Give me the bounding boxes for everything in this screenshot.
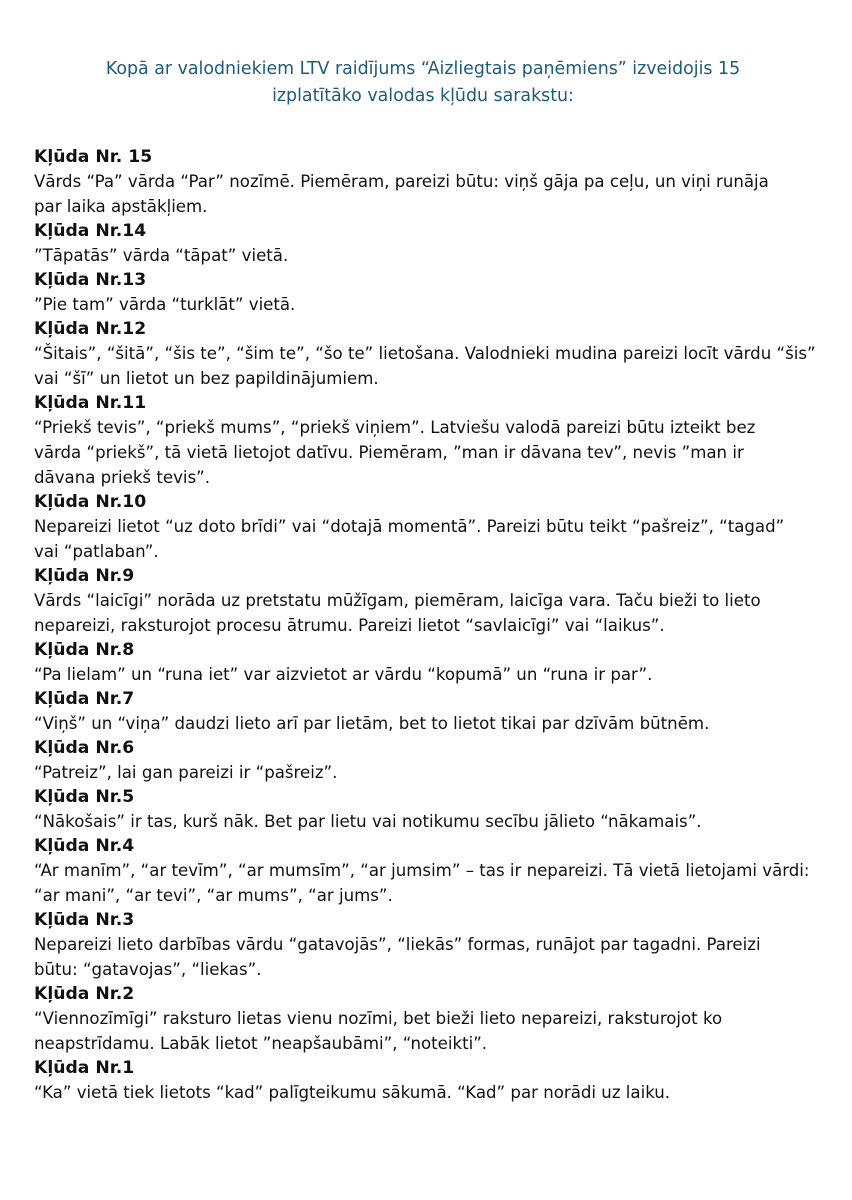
error-item-title: Kļūda Nr.5: [34, 787, 135, 807]
error-item-line: vai “šī” un lietot un bez papildinājumiem.: [34, 369, 379, 388]
error-item-body: [34, 809, 820, 834]
error-item-title: Kļūda Nr.1: [34, 1058, 135, 1078]
error-item-line: par laika apstākļiem.: [34, 197, 208, 216]
error-item-line: “Ka” vietā tiek lietots “kad” palīgteikumu sākumā. “Kad” par norādi uz laiku.: [34, 1083, 671, 1102]
error-item-line: vārda “priekš”, tā vietā lietojot datīvu. Piemēram, ”man ir dāvana tev”, nevis ”man ir: [34, 443, 744, 462]
error-item-body: [34, 169, 820, 219]
error-item-body: [34, 858, 820, 908]
header-line-1: Kopā ar valodniekiem LTV raidījums “Aizliegtais paņēmiens” izveidojis 15: [105, 59, 741, 79]
error-item: [34, 687, 812, 736]
error-item: [34, 564, 812, 638]
error-item: [34, 908, 812, 982]
error-item: [34, 391, 812, 490]
header-line-2: izplatītāko valodas kļūdu sarakstu:: [272, 86, 574, 106]
error-item-line: “Viennozīmīgi” raksturo lietas vienu nozīmi, bet bieži lieto nepareizi, raksturojot ko: [34, 1009, 723, 1028]
error-item-title: Kļūda Nr.12: [34, 319, 147, 339]
error-item-title: Kļūda Nr.10: [34, 492, 147, 512]
error-item-line: Vārds “laicīgi” norāda uz pretstatu mūžīgam, piemēram, laicīga vara. Taču bieži to lieto: [34, 591, 761, 610]
error-item-body: [34, 243, 820, 268]
error-item-body: [34, 662, 820, 687]
error-item-title: Kļūda Nr.7: [34, 689, 135, 709]
error-item-line: “Priekš tevis”, “priekš mums”, “priekš viņiem”. Latviešu valodā pareizi būtu izteikt bez: [34, 418, 756, 437]
error-item-line: ”Tāpatās” vārda “tāpat” vietā.: [34, 246, 289, 265]
error-item-line: Nepareizi lieto darbības vārdu “gatavojās”, “liekās” formas, runājot par tagadni. Pareizi: [34, 935, 761, 954]
error-item-title: Kļūda Nr.8: [34, 640, 135, 660]
error-item-title: Kļūda Nr.3: [34, 910, 135, 930]
error-item-line: nepareizi, raksturojot procesu ātrumu. Pareizi lietot “savlaicīgi” vai “laikus”.: [34, 616, 665, 635]
error-item-line: būtu: “gatavojas”, “liekas”.: [34, 960, 262, 979]
error-list: [34, 145, 816, 1105]
error-item-line: “Šitais”, “šitā”, “šis te”, “šim te”, “šo te” lietošana. Valodnieki mudina pareizi locīt vārdu “šis”: [34, 344, 816, 363]
error-item: [34, 219, 812, 268]
error-item-body: [34, 588, 820, 638]
error-item-line: “Ar manīm”, “ar tevīm”, “ar mumsīm”, “ar jumsim” – tas ir nepareizi. Tā vietā lietojami vārdi:: [34, 861, 810, 880]
error-item: [34, 317, 816, 391]
error-item: [34, 268, 812, 317]
error-item-line: dāvana priekš tevis”.: [34, 468, 211, 487]
error-item: [34, 982, 812, 1056]
error-item-title: Kļūda Nr.11: [34, 393, 147, 413]
error-item: [34, 785, 812, 834]
error-item-line: Nepareizi lietot “uz doto brīdi” vai “dotajā momentā”. Pareizi būtu teikt “pašreiz”, “tagad”: [34, 517, 785, 536]
error-item-title: Kļūda Nr.6: [34, 738, 135, 758]
error-item-title: Kļūda Nr.9: [34, 566, 135, 586]
error-item-line: vai “patlaban”.: [34, 542, 159, 561]
error-item: [34, 736, 812, 785]
error-item-body: [34, 760, 820, 785]
error-item-body: [34, 1080, 820, 1105]
error-item-body: [34, 292, 820, 317]
error-item-line: “Viņš” un “viņa” daudzi lieto arī par lietām, bet to lietot tikai par dzīvām būtnēm.: [34, 714, 710, 733]
error-item-line: “Patreiz”, lai gan pareizi ir “pašreiz”.: [34, 763, 338, 782]
error-item-line: neapstrīdamu. Labāk lietot ”neapšaubāmi”, “noteikti”.: [34, 1034, 488, 1053]
error-item-line: “Nākošais” ir tas, kurš nāk. Bet par lietu vai notikumu secību jālieto “nākamais”.: [34, 812, 702, 831]
error-item-title: Kļūda Nr.2: [34, 984, 135, 1004]
error-item-title: Kļūda Nr. 15: [34, 147, 153, 167]
error-item-body: [34, 711, 820, 736]
error-item-title: Kļūda Nr.14: [34, 221, 147, 241]
error-item-line: “ar mani”, “ar tevi”, “ar mums”, “ar jums”.: [34, 886, 393, 905]
error-item-body: [34, 932, 820, 982]
error-item-line: ”Pie tam” vārda “turklāt” vietā.: [34, 295, 296, 314]
error-item-body: [34, 514, 820, 564]
error-item: [34, 834, 812, 908]
document-header: [34, 56, 812, 110]
error-item-body: [34, 1006, 820, 1056]
error-item: [34, 490, 812, 564]
error-item-body: [34, 415, 820, 490]
error-item-line: Vārds “Pa” vārda “Par” nozīmē. Piemēram, pareizi būtu: viņš gāja pa ceļu, un viņi runāja: [34, 172, 769, 191]
error-item-title: Kļūda Nr.13: [34, 270, 147, 290]
error-item: [34, 145, 812, 219]
error-item-body: [34, 341, 820, 391]
error-item-line: “Pa lielam” un “runa iet” var aizvietot ar vārdu “kopumā” un “runa ir par”.: [34, 665, 653, 684]
error-item: [34, 1056, 812, 1105]
error-item-title: Kļūda Nr.4: [34, 836, 135, 856]
error-item: [34, 638, 812, 687]
